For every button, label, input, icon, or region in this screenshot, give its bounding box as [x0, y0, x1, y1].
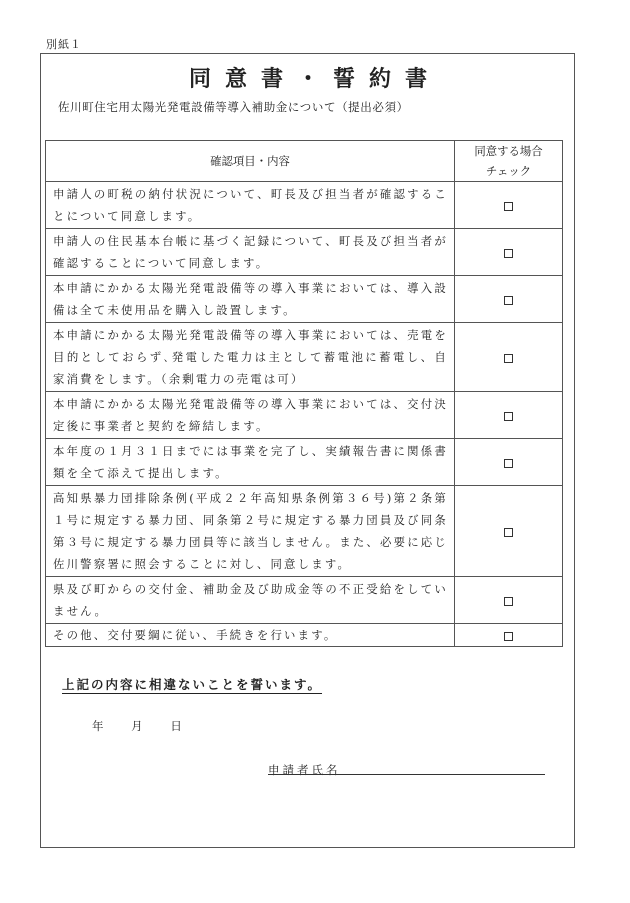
item-text: 本申請にかかる太陽光発電設備等の導入事業においては、交付決定後に事業者と契約を締結します。: [53, 397, 448, 433]
check-cell: [455, 486, 563, 577]
check-cell: [455, 439, 563, 486]
item-text: 本申請にかかる太陽光発電設備等の導入事業においては、導入設備は全て未使用品を購入し設置します。: [53, 281, 448, 317]
item-cell: [46, 229, 455, 276]
header-item: 確認項目・内容: [46, 141, 455, 182]
item-cell: [46, 486, 455, 577]
table-row: [46, 229, 563, 276]
consent-table: [45, 140, 563, 647]
check-cell: [455, 229, 563, 276]
item-text: 申請人の町税の納付状況について、町長及び担当者が確認することについて同意します。: [53, 187, 448, 223]
table-row: [46, 577, 563, 624]
agree-checkbox[interactable]: [504, 412, 513, 421]
check-cell: [455, 577, 563, 624]
date-year-label: 年: [92, 719, 104, 733]
item-text: 本申請にかかる太陽光発電設備等の導入事業においては、売電を目的としておらず､発電した電力は主として蓄電池に蓄電し、自家消費をします。（余剰電力の売電は可）: [53, 328, 448, 386]
declaration-text: 上記の内容に相違ないことを誓います。: [62, 677, 323, 692]
table-row: [46, 276, 563, 323]
item-cell: [46, 392, 455, 439]
table-row: [46, 392, 563, 439]
header-check-line2: チェック: [485, 164, 532, 178]
agree-checkbox[interactable]: [504, 249, 513, 258]
item-cell: [46, 276, 455, 323]
table-header-row: [46, 141, 563, 182]
page-subtitle: 佐川町住宅用太陽光発電設備等導入補助金について（提出必須）: [58, 100, 409, 114]
check-cell: [455, 276, 563, 323]
agree-checkbox[interactable]: [504, 202, 513, 211]
header-check: [455, 141, 563, 182]
table-row: [46, 486, 563, 577]
check-cell: [455, 624, 563, 647]
item-cell: [46, 624, 455, 647]
item-cell: [46, 323, 455, 392]
table-row: [46, 624, 563, 647]
applicant-name-label: 申請者氏名: [268, 763, 341, 777]
agree-checkbox[interactable]: [504, 597, 513, 606]
date-day-label: 日: [170, 719, 182, 733]
table-row: [46, 439, 563, 486]
agree-checkbox[interactable]: [504, 296, 513, 305]
agree-checkbox[interactable]: [504, 354, 513, 363]
agree-checkbox[interactable]: [504, 528, 513, 537]
page-title: 同意書・誓約書: [188, 66, 441, 92]
check-cell: [455, 323, 563, 392]
item-text: 県及び町からの交付金、補助金及び助成金等の不正受給をしていません。: [53, 582, 448, 618]
annex-label: 別紙１: [46, 38, 82, 51]
item-text: 本年度の１月３１日までには事業を完了し、実績報告書に関係書類を全て添えて提出します。: [53, 444, 448, 480]
table-row: [46, 323, 563, 392]
agree-checkbox[interactable]: [504, 632, 513, 641]
check-cell: [455, 392, 563, 439]
agree-checkbox[interactable]: [504, 459, 513, 468]
item-text: 申請人の住民基本台帳に基づく記録について、町長及び担当者が確認することについて同意します。: [53, 234, 448, 270]
check-cell: [455, 182, 563, 229]
date-row: [92, 718, 206, 734]
header-check-line1: 同意する場合: [474, 144, 543, 158]
item-text: その他、交付要綱に従い、手続きを行います。: [53, 628, 338, 642]
item-cell: [46, 439, 455, 486]
applicant-name-field[interactable]: [268, 774, 545, 775]
date-month-label: 月: [131, 719, 143, 733]
item-cell: [46, 182, 455, 229]
item-text: 高知県暴力団排除条例(平成２２年高知県条例第３６号)第２条第１号に規定する暴力団、同条第２号に規定する暴力団員及び同条第３号に規定する暴力団員等に該当しません。また、必要に応じ佐川警察署に照会することに対し、同意します。: [53, 491, 448, 571]
table-row: [46, 182, 563, 229]
item-cell: [46, 577, 455, 624]
